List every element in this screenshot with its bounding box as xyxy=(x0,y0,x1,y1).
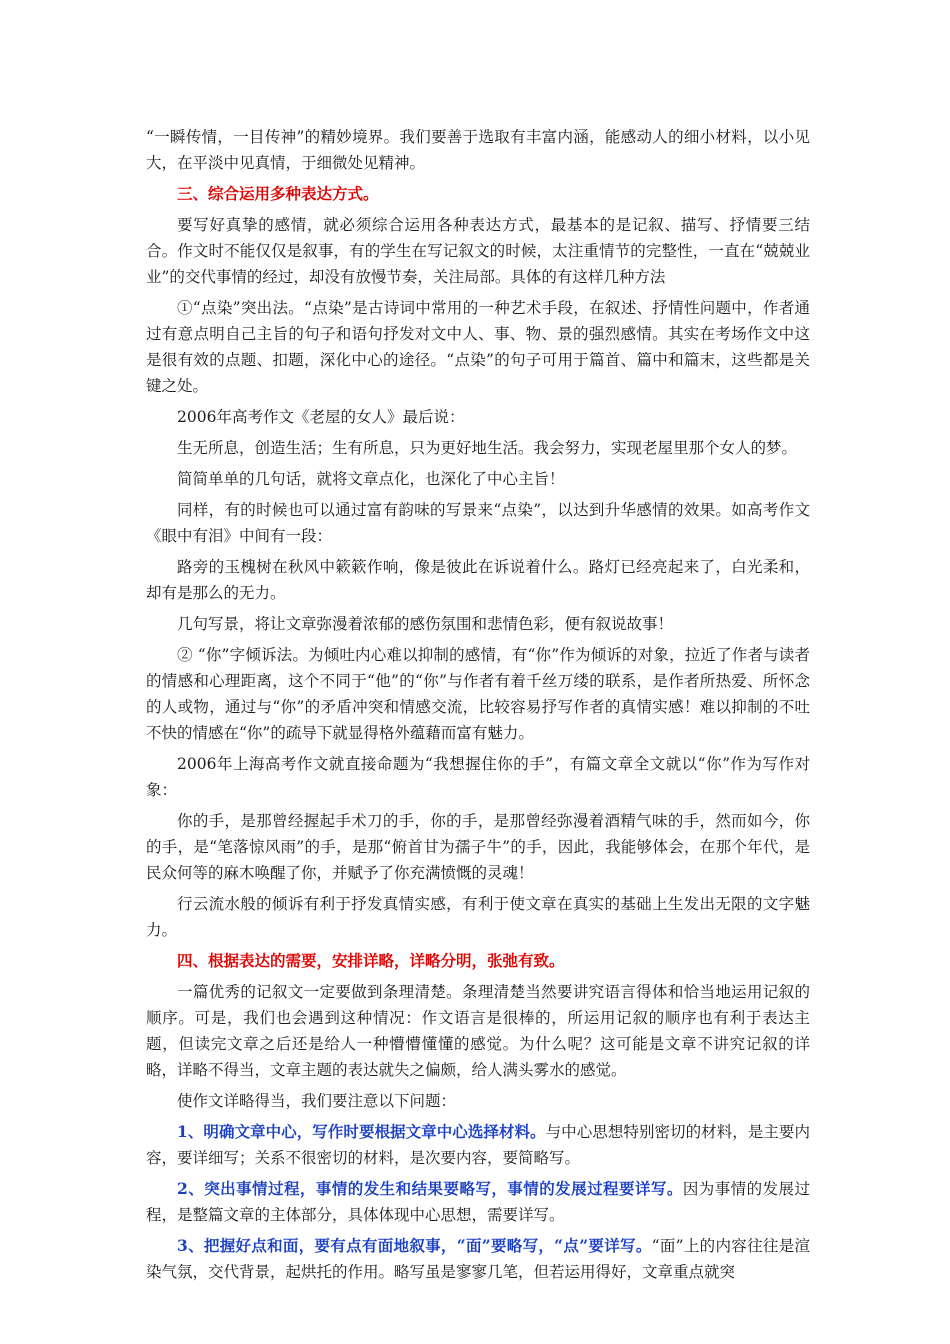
paragraph-example-2006-intro: 2006年高考作文《老屋的女人》最后说： xyxy=(177,408,465,426)
point-3-body: “面”上的内容往往是渲染气氛，交代背景，起烘托的作用。略写虽是寥寥几笔，但若运用得好，文章重点就突 xyxy=(146,1237,810,1281)
section-heading-3: 三、综合运用多种表达方式。 xyxy=(177,184,379,203)
paragraph-point-3 xyxy=(146,1233,810,1285)
paragraph-ni-method: ② “你”字倾诉法。为倾吐内心难以抑制的感情，有“你”作为倾诉的对象，拉近了作者与读者的情感和心理距离，这个不同于“他”的“你”与作者有着千丝万缕的联系，是作者所热爱、所怀念的人或物，通过与“你”的矛盾冲突和情感交流，比较容易抒写作者的真情实感！难以抑制的不吐不快的情感在“你”的疏导下就显得格外蕴藉而富有魅力。 xyxy=(146,646,810,742)
paragraph-dianran-method: ①“点染”突出法。“点染”是古诗词中常用的一种艺术手段，在叙述、抒情性问题中，作者通过有意点明自己主旨的句子和语句抒发对文中人、事、物、景的强烈感情。其实在考场作文中这是很有效的点题、扣题，深化中心的途径。“点染”的句子可用于篇首、篇中和篇末，这些都是关键之处。 xyxy=(146,299,810,395)
point-2-lead: 2、突出事情过程，事情的发生和结果要略写，事情的发展过程要详写。 xyxy=(177,1179,683,1198)
paragraph-scenery-comment: 几句写景，将让文章弥漫着浓郁的感伤氛围和悲情色彩，便有叙说故事！ xyxy=(177,615,674,633)
section-heading-4: 四、根据表达的需要，安排详略，详略分明，张弛有致。 xyxy=(177,951,565,970)
point-1-lead: 1、明确文章中心，写作时要根据文章中心选择材料。 xyxy=(177,1122,546,1141)
paragraph-example-2006-quote: 生无所息，创造生活；生有所息，只为更好地生活。我会努力，实现老屋里那个女人的梦。 xyxy=(177,439,798,457)
point-1-body: 与中心思想特别密切的材料，是主要内容，要详细写；关系不很密切的材料，是次要内容，要简略写。 xyxy=(146,1123,810,1167)
paragraph-detail-arrangement: 一篇优秀的记叙文一定要做到条理清楚。条理清楚当然要讲究语言得体和恰当地运用记叙的顺序。可是，我们也会遇到这种情况：作文语言是很棒的，所运用记叙的顺序也有利于表达主题，但读完文章之后还是给人一种懵懵懂懂的感觉。为什么呢？这可能是文章不讲究记叙的详略，详略不得当，文章主题的表达就失之偏颇，给人满头雾水的感觉。 xyxy=(146,983,810,1079)
paragraph-point-2 xyxy=(146,1176,810,1228)
paragraph-example-2006-comment: 简简单单的几句话，就将文章点化，也深化了中心主旨！ xyxy=(177,470,565,488)
paragraph-scenery-quote: 路旁的玉槐树在秋风中簌簌作响，像是彼此在诉说着什么。路灯已经亮起来了，白光柔和，却有是那么的无力。 xyxy=(146,558,810,602)
paragraph-shanghai-example-quote: 你的手，是那曾经握起手术刀的手，你的手，是那曾经弥漫着酒精气味的手，然而如今，你的手，是“笔落惊风雨”的手，是那“俯首甘为孺子牛”的手，因此，我能够体会，在那个年代，是民众何等的麻木唤醒了你，并赋予了你充满愤慨的灵魂！ xyxy=(146,812,810,882)
point-2-body: 因为事情的发展过程，是整篇文章的主体部分，具体体现中心思想，需要详写。 xyxy=(146,1180,810,1224)
point-3-lead: 3、把握好点和面，要有点有面地叙事，“面”要略写，“点”要详写。 xyxy=(177,1236,652,1255)
paragraph-scenery-dianran: 同样，有的时候也可以通过富有韵味的写景来“点染”，以达到升华感情的效果。如高考作文《眼中有泪》中间有一段： xyxy=(146,501,810,545)
paragraph-detail-issues-intro: 使作文详略得当，我们要注意以下问题： xyxy=(177,1092,457,1110)
paragraph-expression-methods: 要写好真挚的感情，就必须综合运用各种表达方式，最基本的是记叙、描写、抒情要三结合。作文时不能仅仅是叙事，有的学生在写记叙文的时候，太注重情节的完整性，一直在“兢兢业业”的交代事情的经过，却没有放慢节奏，关注局部。具体的有这样几种方法 xyxy=(146,216,810,286)
paragraph-intro-continued: “一瞬传情，一目传神”的精妙境界。我们要善于选取有丰富内涵，能感动人的细小材料，以小见大，在平淡中见真情，于细微处见精神。 xyxy=(146,128,810,172)
paragraph-point-1 xyxy=(146,1119,810,1171)
paragraph-shanghai-example-intro: 2006年上海高考作文就直接命题为“我想握住你的手”，有篇文章全文就以“你”作为写作对象： xyxy=(146,755,810,799)
paragraph-shanghai-example-comment: 行云流水般的倾诉有利于抒发真情实感，有利于使文章在真实的基础上生发出无限的文字魅力。 xyxy=(146,895,810,939)
